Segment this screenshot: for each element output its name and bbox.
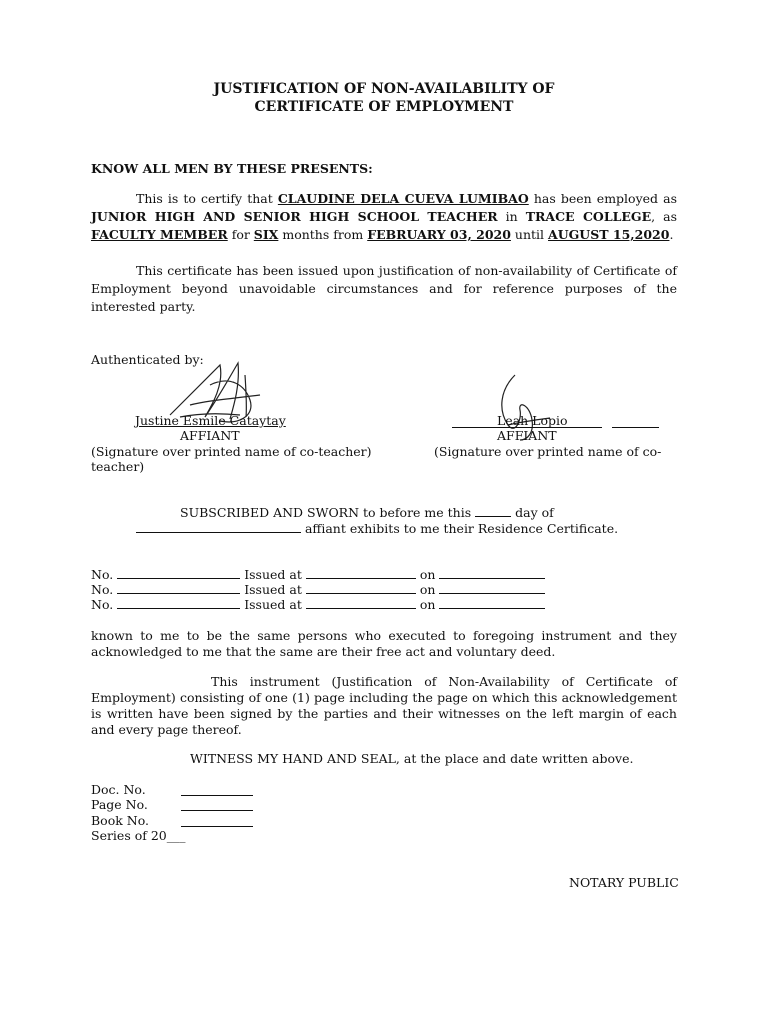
day-blank[interactable] [475, 505, 511, 517]
notary-public-label: NOTARY PUBLIC [569, 875, 679, 890]
no-label: No. [91, 567, 114, 582]
no-label: No. [91, 597, 114, 612]
page-no-label: Page No. [91, 797, 148, 812]
right-signatory-caption: (Signature over printed name of co- [434, 444, 662, 459]
certify-paragraph [91, 190, 677, 244]
known-paragraph: known to me to be the same persons who executed to foregoing instrument and they acknowledged to me that the same are their free act and voluntary deed. [91, 628, 677, 659]
month-blank[interactable] [136, 521, 301, 533]
issued-label: Issued at [244, 582, 302, 597]
role-title: FACULTY MEMBER [91, 227, 228, 242]
certify-text: until [510, 227, 549, 242]
right-signature-line-end [612, 427, 659, 428]
employee-name: CLAUDINE DELA CUEVA LUMIBAO [277, 191, 529, 206]
right-signatory-role: AFFIANT [497, 428, 557, 443]
sworn-line-2 [136, 521, 618, 537]
title-line-2: CERTIFICATE OF EMPLOYMENT [254, 99, 514, 115]
issued-blank[interactable] [306, 597, 416, 609]
on-label: on [419, 582, 436, 597]
book-no-label: Book No. [91, 813, 150, 828]
certify-text: has been employed as [528, 191, 677, 206]
salutation: KNOW ALL MEN BY THESE PRESENTS: [91, 161, 373, 176]
sworn-line-1 [180, 505, 554, 521]
witness-line: WITNESS MY HAND AND SEAL, at the place and date written above. [190, 751, 634, 766]
no-label: No. [91, 582, 114, 597]
residence-row-3 [91, 597, 545, 613]
position-title: JUNIOR HIGH AND SENIOR HIGH SCHOOL TEACHER [91, 209, 498, 224]
residence-row-2 [91, 582, 545, 598]
school-name: TRACE COLLEGE [525, 209, 652, 224]
residence-row-1 [91, 567, 545, 583]
duration: SIX [253, 227, 279, 242]
on-label: on [419, 597, 436, 612]
sworn-text: SUBSCRIBED AND SWORN to before me this [180, 505, 472, 520]
doc-no-label: Doc. No. [91, 782, 146, 797]
end-date: AUGUST 15,2020 [548, 227, 670, 242]
authenticated-by-label: Authenticated by: [91, 352, 204, 367]
no-blank[interactable] [117, 567, 240, 579]
left-signatory-caption-cont: teacher) [91, 459, 145, 474]
issued-paragraph: This certificate has been issued upon justification of non-availability of Certificate of Employment beyond unavoidable circumstances and for reference purposes of the interested party. [91, 263, 677, 314]
no-blank[interactable] [117, 582, 240, 594]
issued-label: Issued at [244, 597, 302, 612]
instrument-paragraph: This instrument (Justification of Non-Availability of Certificate of Employment) consisting of one (1) page including the page on which this acknowledgement is written have been signed by the parties and their witnesses on the left margin of each and every page thereof. [91, 674, 677, 737]
certify-text: for [227, 227, 254, 242]
on-blank[interactable] [439, 582, 545, 594]
certify-text: in [497, 209, 526, 224]
on-label: on [419, 567, 436, 582]
right-signatory-name: Leah Lopio [497, 413, 568, 428]
on-blank[interactable] [439, 597, 545, 609]
left-signatory-name: Justine Esmile Cataytay [135, 413, 286, 428]
left-signatory-role: AFFIANT [180, 428, 240, 443]
issued-blank[interactable] [306, 582, 416, 594]
book-no-blank[interactable] [181, 826, 253, 827]
no-blank[interactable] [117, 597, 240, 609]
issued-blank[interactable] [306, 567, 416, 579]
series-label: Series of 20___ [91, 828, 186, 843]
sworn-text: day of [515, 505, 554, 520]
start-date: FEBRUARY 03, 2020 [367, 227, 511, 242]
title-line-1: JUSTIFICATION OF NON-AVAILABILITY OF [213, 81, 555, 97]
certify-text: This is to certify that [136, 191, 278, 206]
certify-text: . [669, 227, 674, 242]
page-no-blank[interactable] [181, 810, 253, 811]
certify-text: , as [651, 209, 677, 224]
on-blank[interactable] [439, 567, 545, 579]
issued-label: Issued at [244, 567, 302, 582]
sworn-text: affiant exhibits to me their Residence Certificate. [304, 521, 619, 536]
left-signatory-caption: (Signature over printed name of co-teacher) [91, 444, 372, 459]
doc-no-blank[interactable] [181, 795, 253, 796]
certify-text: months from [278, 227, 368, 242]
